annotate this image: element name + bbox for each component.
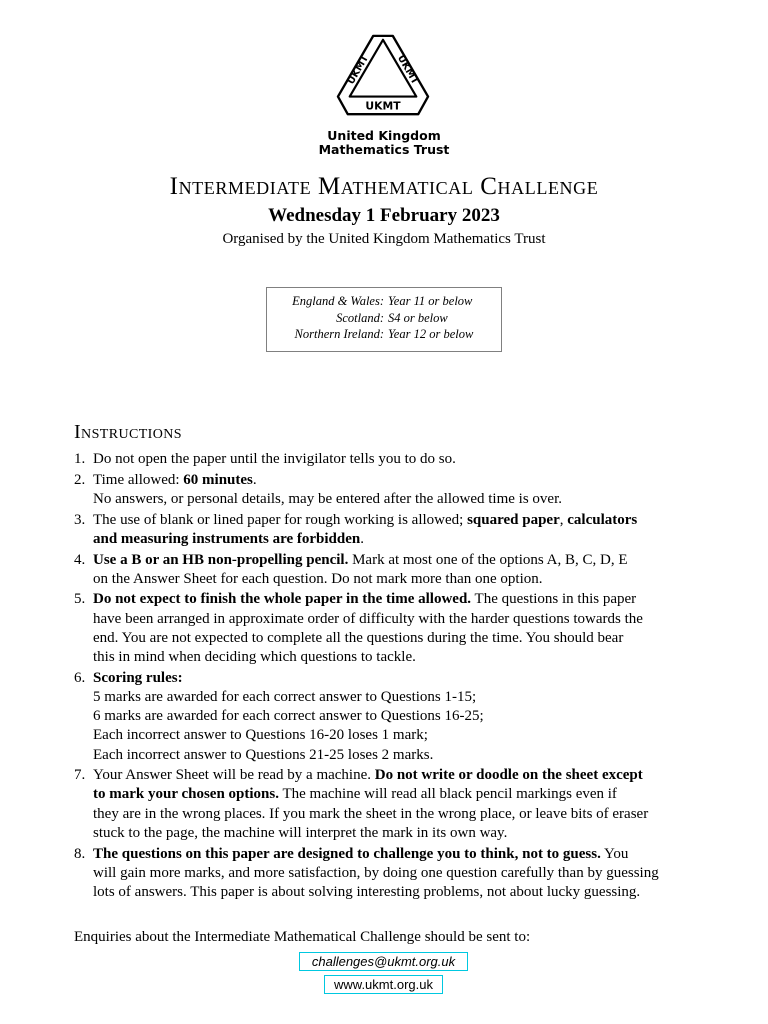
text-run: The questions in this paper <box>471 591 637 608</box>
bold-text: and measuring instruments are forbidden <box>93 530 361 547</box>
logo-text-bottom: UKMT <box>365 99 401 113</box>
scoring-rule: 5 marks are awarded for each correct answer to Questions 1-15; <box>93 688 477 705</box>
scoring-rule: 6 marks are awarded for each correct answer to Questions 16-25; <box>93 708 484 725</box>
bold-text: Use a B or an HB non-propelling pencil. <box>93 551 349 568</box>
instruction-item <box>74 511 704 549</box>
instruction-text: this in mind when deciding which questions to tackle. <box>93 649 416 666</box>
instruction-text: Do not open the paper until the invigilator tells you to do so. <box>93 451 456 467</box>
instruction-number: 7. <box>74 767 86 784</box>
text-run: . <box>252 471 257 488</box>
bold-text: Do not write or doodle on the sheet except <box>374 767 643 784</box>
organiser-line: Organised by the United Kingdom Mathematics Trust <box>222 231 546 247</box>
eligibility-value: Year 12 or below <box>388 327 474 341</box>
bold-text: to mark your chosen options. <box>93 786 279 803</box>
instruction-text: No answers, or personal details, may be entered after the allowed time is over. <box>93 490 563 507</box>
instruction-text <box>93 511 704 530</box>
bold-text: calculators <box>567 511 638 528</box>
instruction-item <box>74 471 704 509</box>
exam-date: Wednesday 1 February 2023 <box>268 205 500 226</box>
instruction-number: 6. <box>74 669 86 686</box>
instruction-item <box>74 551 704 589</box>
bold-text: squared paper <box>467 511 560 528</box>
eligibility-region: Scotland: <box>336 310 384 325</box>
instruction-number: 5. <box>74 591 86 608</box>
page-title: Intermediate Mathematical Challenge <box>169 173 599 200</box>
instruction-text <box>93 785 704 804</box>
instruction-text: have been arranged in approximate order of difficulty with the harder questions towards the <box>93 610 643 627</box>
instruction-text <box>93 590 704 609</box>
instruction-number: 8. <box>74 845 86 862</box>
instructions-list <box>74 450 704 904</box>
scoring-rule: Each incorrect answer to Questions 21-25 loses 2 marks. <box>93 746 434 763</box>
instruction-text <box>93 530 704 549</box>
instruction-text <box>93 766 704 785</box>
instruction-number: 3. <box>74 511 86 528</box>
instruction-text <box>93 845 704 864</box>
instruction-number: 2. <box>74 471 86 488</box>
text-run: You <box>600 845 629 862</box>
eligibility-row <box>267 293 501 310</box>
eligibility-region: Northern Ireland: <box>294 327 384 341</box>
text-run: , <box>559 511 568 528</box>
text-run: The machine will read all black pencil markings even if <box>279 786 617 803</box>
text-run: Mark at most one of the options A, B, C, D, E <box>348 551 628 568</box>
instruction-text <box>93 551 704 570</box>
instruction-text <box>93 471 704 490</box>
text-run: Time allowed: <box>93 471 184 488</box>
bold-text: The questions on this paper are designed to challenge you to think, not to guess. <box>93 845 601 862</box>
eligibility-region: England & Wales: <box>292 294 384 308</box>
logo-text-left: UKMT <box>345 53 372 87</box>
org-name-line1: United Kingdom <box>327 128 441 143</box>
instruction-text: end. You are not expected to complete all the questions during the time. You should bear <box>93 629 624 646</box>
eligibility-row <box>267 310 501 327</box>
text-run: The use of blank or lined paper for rough working is allowed; <box>93 511 468 528</box>
instruction-item <box>74 450 704 469</box>
instruction-item <box>74 590 704 667</box>
instructions-heading: Instructions <box>74 421 182 443</box>
logo-text-right: UKMT <box>394 53 421 87</box>
instruction-number: 4. <box>74 551 86 568</box>
website-link[interactable]: www.ukmt.org.uk <box>324 975 443 994</box>
eligibility-value: Year 11 or below <box>388 294 473 308</box>
org-name-line2: Mathematics Trust <box>318 142 450 157</box>
scoring-rule: Each incorrect answer to Questions 16-20 loses 1 mark; <box>93 727 428 744</box>
instruction-item <box>74 669 704 765</box>
instruction-text: lots of answers. This paper is about solving interesting problems, not about lucky guessing. <box>93 883 641 900</box>
text-run: Your Answer Sheet will be read by a machine. <box>93 767 375 784</box>
instruction-text: on the Answer Sheet for each question. Do not mark more than one option. <box>93 570 543 587</box>
instruction-text: will gain more marks, and more satisfaction, by doing one question carefully than by guessing <box>93 864 659 881</box>
eligibility-value: S4 or below <box>388 310 448 325</box>
bold-text: 60 minutes <box>183 471 253 488</box>
eligibility-box <box>266 287 502 352</box>
bold-text: Do not expect to finish the whole paper in the time allowed. <box>93 591 472 608</box>
text-run: . <box>360 530 364 547</box>
eligibility-row <box>267 326 501 343</box>
instruction-item <box>74 845 704 903</box>
enquiries-text: Enquiries about the Intermediate Mathematical Challenge should be sent to: <box>74 929 531 945</box>
ukmt-logo <box>334 30 432 124</box>
instruction-text: stuck to the page, the machine will interpret the mark in its own way. <box>93 824 508 841</box>
email-link[interactable]: challenges@ukmt.org.uk <box>299 952 468 971</box>
instruction-text: they are in the wrong places. If you mark the sheet in the wrong place, or leave bits of eraser <box>93 805 649 822</box>
instruction-number: 1. <box>74 451 86 467</box>
instruction-text: Scoring rules: <box>93 669 183 686</box>
instruction-item <box>74 766 704 843</box>
